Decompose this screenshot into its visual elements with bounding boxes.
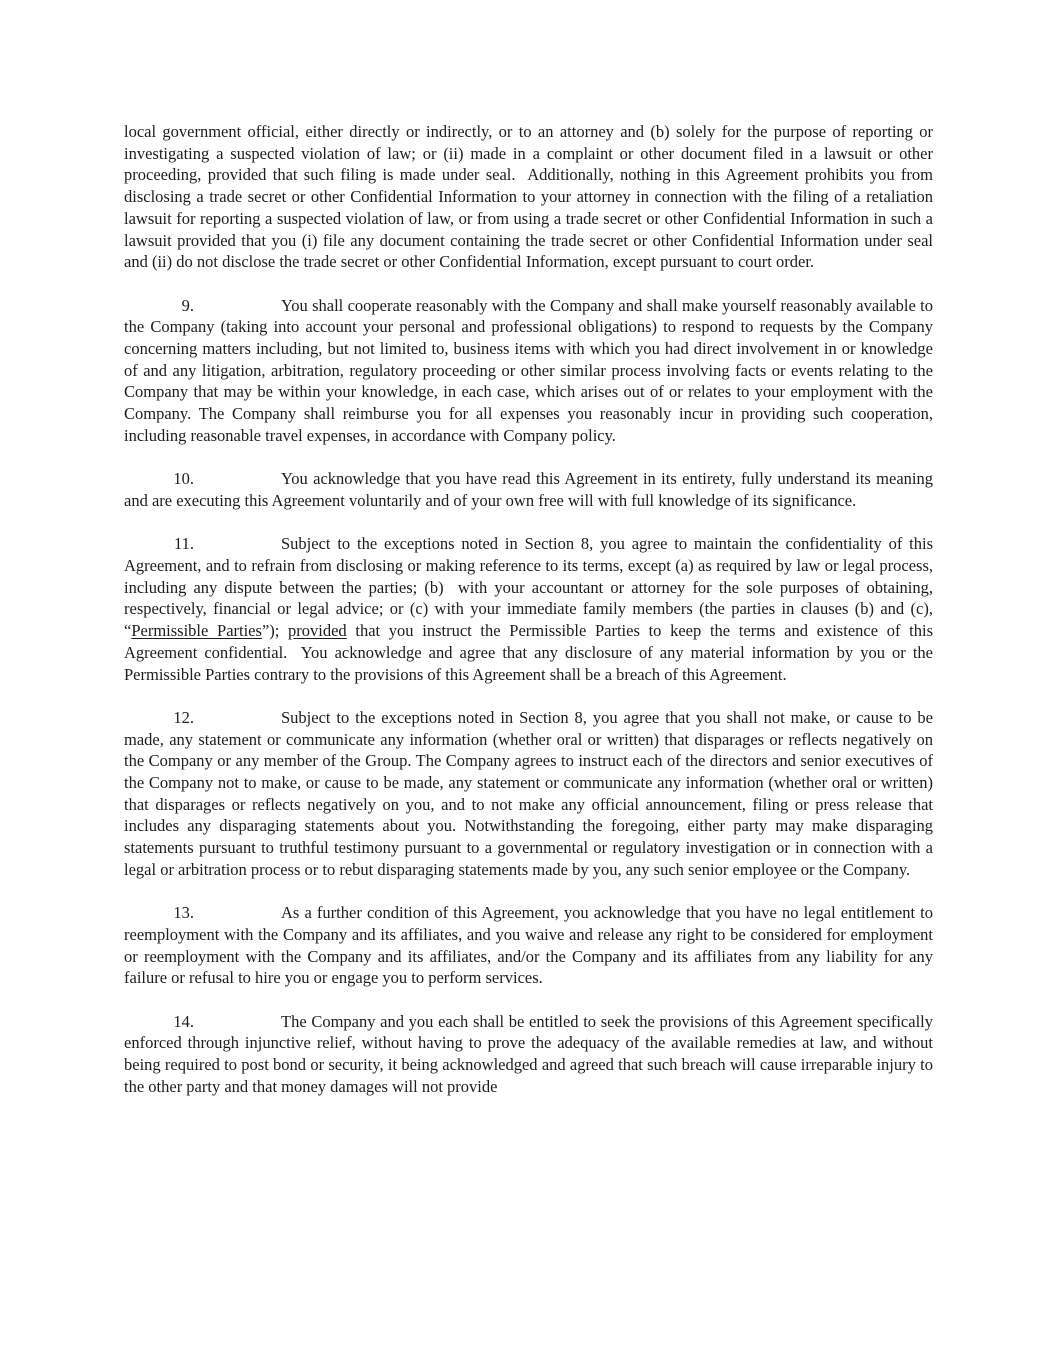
paragraph-number: 9. <box>181 295 194 315</box>
paragraph-14 <box>124 1011 933 1098</box>
paragraph-13 <box>124 902 933 989</box>
paragraph-number: 12. <box>173 707 194 727</box>
paragraph-number: 11. <box>173 534 194 554</box>
paragraph-text: You shall cooperate reasonably with the Company and shall make yourself reasonably available to the Company (taking into account your personal and professional obligations) to respond to requests by the Company concerning matters including, but not limited to, business items with which you had direct involvement in or knowledge of and any litigation, arbitration, regulatory proceeding or other similar process involving facts or events relating to the Company that may be within your knowledge, in each case, which arises out of or relates to your employment with the Company. The Company shall reimburse you for all expenses you reasonably incur in providing such cooperation, including reasonable travel expenses, in accordance with Company policy. <box>124 295 933 445</box>
paragraph-9 <box>124 295 933 447</box>
paragraph-continuation <box>124 121 933 273</box>
document-body <box>124 121 933 1119</box>
paragraph-10 <box>124 468 933 511</box>
paragraph-number: 13. <box>173 903 194 923</box>
paragraph-text: local government official, either directly or indirectly, or to an attorney and (b) solely for the purpose of reporting or investigating a suspected violation of law; or (ii) made in a complaint or other document filed in a lawsuit or other proceeding, provided that such filing is made under seal. Additionally, nothing in this Agreement prohibits you from disclosing a trade secret or other Confidential Information to your attorney in connection with the filing of a retaliation lawsuit for reporting a suspected violation of law, or from using a trade secret or other Confidential Information in such a lawsuit provided that you (i) file any document containing the trade secret or other Confidential Information under seal and (ii) do not disclose the trade secret or other Confidential Information, except pursuant to court order. <box>124 122 933 272</box>
paragraph-text: The Company and you each shall be entitled to seek the provisions of this Agreement specifically enforced through injunctive relief, without having to prove the adequacy of the available remedies at law, and without being required to post bond or security, it being acknowledged and agreed that such breach will cause irreparable injury to the other party and that money damages will not provide <box>124 1011 933 1096</box>
paragraph-text: Subject to the exceptions noted in Section 8, you agree that you shall not make, or cause to be made, any statement or communicate any information (whether oral or written) that disparages or reflects negatively on the Company or any member of the Group. The Company agrees to instruct each of the directors and senior executives of the Company not to make, or cause to be made, any statement or communicate any information (whether oral or written) that disparages or reflects negatively on you, and to not make any official announcement, filing or press release that includes any disparaging statements about you. Notwithstanding the foregoing, either party may make disparaging statements pursuant to truthful testimony pursuant to a governmental or regulatory investigation or in connection with a legal or arbitration process or to rebut disparaging statements made by you, any such senior employee or the Company. <box>124 707 933 879</box>
paragraph-text: You acknowledge that you have read this Agreement in its entirety, fully understand its meaning and are executing this Agreement voluntarily and of your own free will with full knowledge of its significance. <box>124 469 933 510</box>
paragraph-12 <box>124 707 933 881</box>
paragraph-number: 10. <box>173 469 194 489</box>
paragraph-text: Subject to the exceptions noted in Section 8, you agree to maintain the confidentiality of this Agreement, and to refrain from disclosing or making reference to its terms, except (a) as required by law or legal process, including any dispute between the parties; (b) with your accountant or attorney for the sole purposes of obtaining, respectively, financial or legal advice; or (c) with your immediate family members (the parties in clauses (b) and (c), “Permissible Parties”); provided that you instruct the Permissible Parties to keep the terms and existence of this Agreement confidential. You acknowledge and agree that any disclosure of any material information by you or the Permissible Parties contrary to the provisions of this Agreement shall be a breach of this Agreement. <box>124 534 934 684</box>
paragraph-number: 14. <box>173 1011 194 1031</box>
paragraph-text: As a further condition of this Agreement, you acknowledge that you have no legal entitlement to reemployment with the Company and its affiliates, and you waive and release any right to be considered for employment or reemployment with the Company and its affiliates, and/or the Company and its affiliates from any liability for any failure or refusal to hire you or engage you to perform services. <box>124 903 933 988</box>
paragraph-11 <box>124 533 933 685</box>
